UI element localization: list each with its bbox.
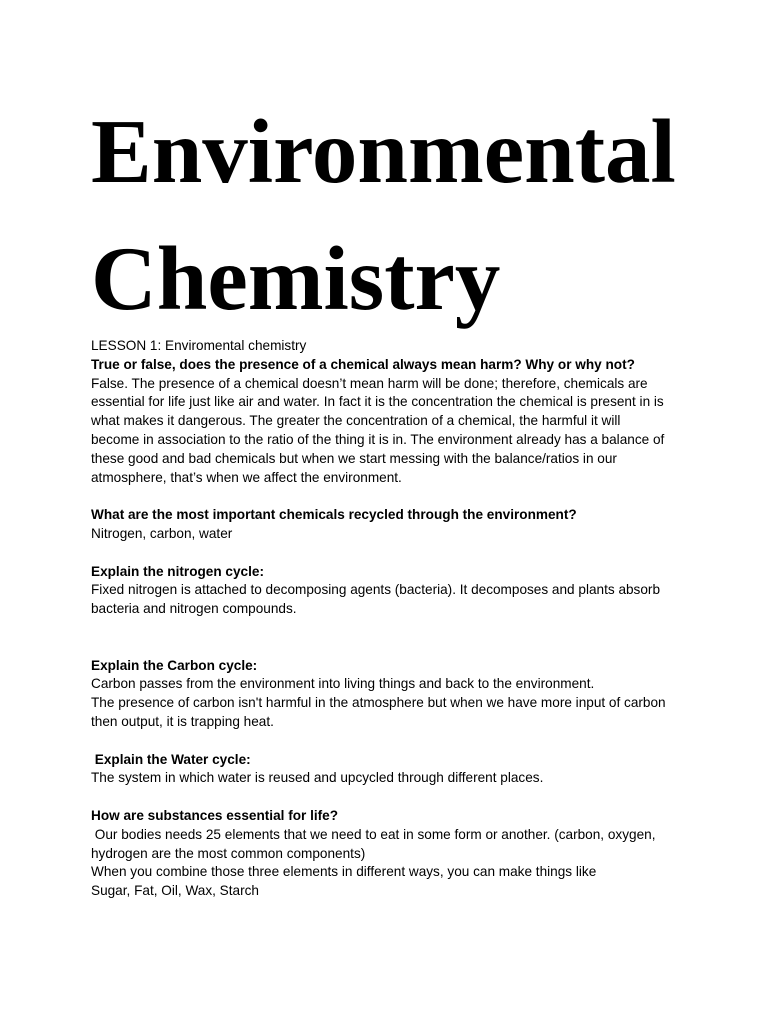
answer-line: Sugar, Fat, Oil, Wax, Starch <box>91 883 259 899</box>
answer-line: When you combine those three elements in different ways, you can make things like <box>91 864 597 880</box>
question-carbon-cycle: Explain the Carbon cycle: <box>91 657 258 673</box>
answer-line: these good and bad chemicals but when we start messing with the balance/ratios in our <box>91 450 617 466</box>
question-nitrogen-cycle: Explain the nitrogen cycle: <box>91 563 264 579</box>
paragraph-gap <box>91 638 683 657</box>
answer-line: Our bodies needs 25 elements that we need to eat in some form or another. (carbon, oxygen, <box>91 826 656 842</box>
answer-line: bacteria and nitrogen compounds. <box>91 601 297 617</box>
paragraph-gap <box>91 732 683 751</box>
answer-line: Nitrogen, carbon, water <box>91 525 233 541</box>
paragraph-gap <box>91 619 683 638</box>
title-line-2: Chemistry <box>91 228 501 329</box>
answer-line: become in association to the ratio of the thing it is in. The environment already has a balance of <box>91 431 665 447</box>
answer-line: then output, it is trapping heat. <box>91 713 274 729</box>
paragraph-gap <box>91 487 683 506</box>
title-line-1: Environmental <box>91 101 676 202</box>
answer-line: essential for life just like air and water. In fact it is the concentration the chemical is present in is <box>91 394 664 410</box>
answer-line: atmosphere, that’s when we affect the environment. <box>91 469 402 485</box>
answer-line: Fixed nitrogen is attached to decomposing agents (bacteria). It decomposes and plants absorb <box>91 582 661 598</box>
answer-line: hydrogen are the most common components) <box>91 845 366 861</box>
answer-line: Carbon passes from the environment into living things and back to the environment. <box>91 676 595 692</box>
question-water-cycle: Explain the Water cycle: <box>91 751 251 767</box>
question-presence-of-chemical: True or false, does the presence of a chemical always mean harm? Why or why not? <box>91 356 635 372</box>
lesson-heading: LESSON 1: Enviromental chemistry <box>91 338 307 353</box>
answer-line: what makes it dangerous. The greater the concentration of a chemical, the harmful it will <box>91 413 621 429</box>
answer-line: False. The presence of a chemical doesn’t mean harm will be done; therefore, chemicals are <box>91 375 648 391</box>
paragraph-gap <box>91 788 683 807</box>
question-substances-essential: How are substances essential for life? <box>91 807 339 823</box>
document-body <box>91 337 683 901</box>
answer-line: The presence of carbon isn't harmful in the atmosphere but when we have more input of carbon <box>91 695 666 711</box>
answer-line: The system in which water is reused and upcycled through different places. <box>91 770 544 786</box>
question-recycled-chemicals: What are the most important chemicals recycled through the environment? <box>91 507 577 523</box>
paragraph-gap <box>91 544 683 563</box>
